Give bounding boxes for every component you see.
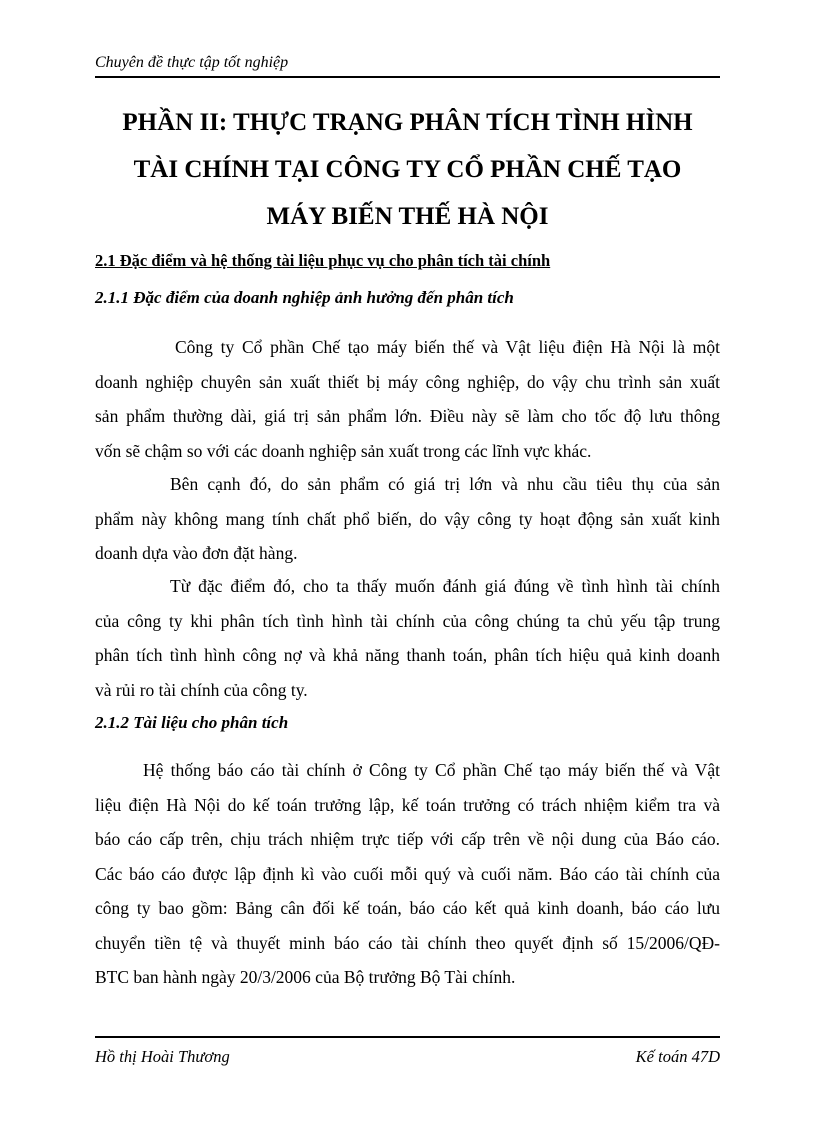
chapter-title-line-3: MÁY BIẾN THẾ HÀ NỘI xyxy=(266,203,549,230)
paragraph-4-line-4: Các báo cáo được lập định kì vào cuối mỗi quý và cuối năm. Báo cáo tài chính của xyxy=(95,863,720,884)
paragraph-4-line-5: công ty bao gồm: Bảng cân đối kế toán, báo cáo kết quả kinh doanh, báo cáo lưu xyxy=(95,898,720,918)
header-title: Chuyên đề thực tập tốt nghiệp xyxy=(95,54,289,71)
chapter-title-line-2: TÀI CHÍNH TẠI CÔNG TY CỔ PHẦN CHẾ TẠO xyxy=(133,156,682,183)
paragraph-3-line-3: phân tích tình hình công nợ và khả năng thanh toán, phân tích hiệu quả kinh doanh xyxy=(95,645,720,665)
paragraph-3 xyxy=(95,569,720,707)
paragraph-4-line-3: báo cáo cấp trên, chịu trách nhiệm trực tiếp với cấp trên về nội dung của Báo cáo. xyxy=(95,829,720,849)
paragraph-1 xyxy=(95,330,720,468)
section-2-1-1-heading: 2.1.1 Đặc điểm của doanh nghiệp ảnh hưởng đến phân tích xyxy=(95,288,514,307)
paragraph-3-line-4: và rủi ro tài chính của công ty. xyxy=(95,679,308,700)
paragraph-4 xyxy=(95,753,720,995)
paragraph-4-line-2: liệu điện Hà Nội do kế toán trưởng lập, kế toán trưởng có trách nhiệm kiểm tra và xyxy=(95,794,720,815)
paragraph-3-line-1: Từ đặc điểm đó, cho ta thấy muốn đánh giá đúng về tình hình tài chính xyxy=(170,576,720,596)
paragraph-4-line-1: Hệ thống báo cáo tài chính ở Công ty Cổ phần Chế tạo máy biến thế và Vật xyxy=(143,760,720,780)
paragraph-3-line-2: của công ty khi phân tích tình hình tài chính của công chúng ta chủ yếu tập trung xyxy=(95,610,720,631)
paragraph-2-line-1: Bên cạnh đó, do sản phẩm có giá trị lớn và nhu cầu tiêu thụ của sản xyxy=(170,474,720,494)
paragraph-4-line-7: BTC ban hành ngày 20/3/2006 của Bộ trưởng Bộ Tài chính. xyxy=(95,967,516,987)
section-2-1-2-heading: 2.1.2 Tài liệu cho phân tích xyxy=(95,713,289,732)
page-footer xyxy=(95,1036,720,1064)
chapter-title xyxy=(95,99,720,240)
paragraph-1-line-3: sản phẩm thường dài, giá trị sản phẩm lớn. Điều này sẽ làm cho tốc độ lưu thông xyxy=(95,406,720,426)
chapter-title-line-1: PHẦN II: THỰC TRẠNG PHÂN TÍCH TÌNH HÌNH xyxy=(122,109,693,136)
paragraph-1-line-2: doanh nghiệp chuyên sản xuất thiết bị máy công nghiệp, do vậy chu trình sản xuất xyxy=(95,371,720,392)
page-header xyxy=(95,52,720,78)
footer-class: Kế toán 47D xyxy=(635,1047,720,1066)
paragraph-1-line-4: vốn sẽ chậm so với các doanh nghiệp sản xuất trong các lĩnh vực khác. xyxy=(95,440,592,461)
section-2-1-heading: 2.1 Đặc điểm và hệ thống tài liệu phục vụ cho phân tích tài chính xyxy=(95,251,551,270)
paragraph-2-line-3: doanh dựa vào đơn đặt hàng. xyxy=(95,543,298,563)
paragraph-1-line-1: Công ty Cổ phần Chế tạo máy biến thế và Vật liệu điện Hà Nội là một xyxy=(175,337,720,357)
footer-author: Hồ thị Hoài Thương xyxy=(95,1047,230,1066)
paragraph-4-line-6: chuyển tiền tệ và thuyết minh báo cáo tài chính theo quyết định số 15/2006/QĐ- xyxy=(95,932,720,953)
paragraph-2 xyxy=(95,467,720,571)
paragraph-2-line-2: phẩm này không mang tính chất phổ biến, do vậy công ty hoạt động sản xuất kinh xyxy=(95,508,720,529)
